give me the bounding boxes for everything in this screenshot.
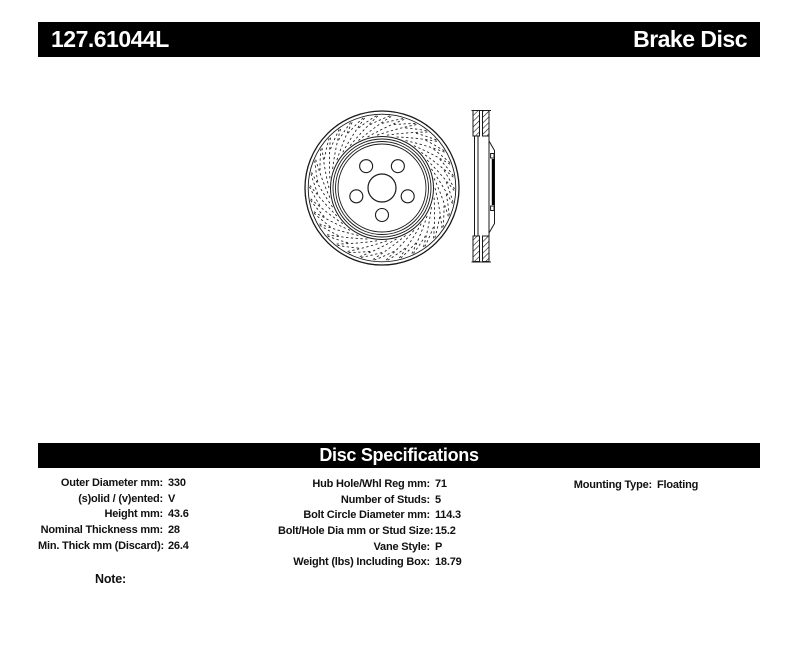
- vane-line: [414, 146, 451, 165]
- vane-line: [315, 159, 330, 198]
- vane-line: [399, 224, 422, 259]
- vane-line: [311, 171, 333, 207]
- spec-label: Hub Hole/Whl Reg mm:: [312, 477, 430, 490]
- spec-row: [278, 476, 462, 492]
- spec-value: 330: [168, 476, 186, 489]
- spec-row: [38, 475, 189, 491]
- spec-value: 43.6: [168, 508, 189, 521]
- note-label: Note:: [95, 572, 126, 586]
- vane-line: [446, 194, 449, 216]
- stud-hole: [360, 160, 373, 173]
- vane-line: [361, 253, 383, 258]
- spec-row: [38, 538, 189, 554]
- vane-line: [394, 124, 416, 125]
- section-hat-wall-shaded: [492, 159, 495, 205]
- hub-ring: [338, 144, 426, 232]
- hub-ring: [336, 142, 429, 235]
- product-type-title: Brake Disc: [633, 26, 747, 52]
- hub-ring: [331, 137, 434, 240]
- spec-row: [38, 522, 189, 538]
- spec-label: Bolt Circle Diameter mm:: [303, 509, 430, 522]
- spec-section-header: [38, 443, 760, 468]
- spec-value: P: [435, 540, 443, 553]
- vane-line: [309, 186, 320, 205]
- spec-label: Weight (lbs) Including Box:: [293, 556, 430, 569]
- vane-line: [426, 140, 445, 151]
- vane-line: [319, 225, 338, 236]
- section-hatch-top-right: [483, 111, 490, 137]
- spec-row: [278, 554, 462, 570]
- spec-row: [278, 507, 462, 523]
- vane-line: [443, 206, 444, 228]
- spec-value: 71: [435, 477, 447, 490]
- part-number: 127.61044L: [51, 26, 169, 52]
- stud-hole: [401, 190, 414, 203]
- spec-label: Number of Studs:: [340, 493, 430, 506]
- vane-line: [405, 128, 427, 131]
- vane-line: [434, 198, 435, 240]
- header-bar: [38, 22, 760, 57]
- spec-value: 5: [435, 493, 441, 506]
- vane-line: [337, 245, 359, 248]
- stud-hole: [350, 190, 363, 203]
- spec-column-right: [518, 477, 698, 493]
- spec-column-left: [38, 475, 189, 553]
- vane-line: [348, 251, 370, 252]
- spec-value: 15.2: [435, 524, 456, 537]
- vane-line: [444, 170, 455, 189]
- spec-value: Floating: [657, 478, 699, 491]
- vane-line: [315, 160, 318, 182]
- vane-line: [327, 236, 348, 243]
- vane-line: [368, 119, 406, 137]
- spec-value: 26.4: [168, 539, 189, 552]
- spec-value: 28: [168, 523, 180, 536]
- spec-label: Outer Diameter mm:: [60, 476, 163, 489]
- vane-line: [359, 239, 397, 257]
- spec-section-title: Disc Specifications: [319, 445, 479, 465]
- spec-row: [38, 491, 189, 507]
- section-hat-notch-top: [491, 154, 494, 159]
- vane-line: [416, 133, 437, 140]
- spec-label: Min. Thick mm (Discard):: [38, 539, 164, 552]
- section-hatch-bottom-left: [473, 236, 480, 262]
- spec-label: Vane Style:: [373, 540, 430, 553]
- spec-row: [278, 492, 462, 508]
- spec-column-middle: [278, 476, 462, 570]
- spec-row: [38, 506, 189, 522]
- spec-value: V: [168, 492, 176, 505]
- vane-line: [431, 169, 453, 205]
- brake-disc-cross-section: [472, 111, 495, 263]
- hub-centre-hole: [368, 174, 396, 202]
- hub-ring: [333, 139, 431, 237]
- spec-row: [278, 539, 462, 555]
- brake-disc-technical-drawing: [288, 93, 512, 282]
- vane-line: [343, 117, 366, 152]
- vane-line: [320, 148, 321, 170]
- section-hatch-bottom-right: [483, 236, 490, 262]
- spec-label: Bolt/Hole Dia mm or Stud Size:: [278, 524, 434, 537]
- vane-line: [313, 211, 350, 230]
- vane-line: [382, 119, 404, 124]
- spec-label: Mounting Type:: [573, 478, 652, 491]
- spec-value: 18.79: [435, 556, 462, 569]
- stud-hole: [391, 160, 404, 173]
- spec-label: Nominal Thickness mm:: [40, 523, 163, 536]
- stud-hole: [376, 209, 389, 222]
- section-hat-notch-bottom: [491, 206, 494, 211]
- spec-row: [278, 523, 462, 539]
- spec-value: 114.3: [435, 509, 461, 522]
- vane-line: [329, 137, 330, 179]
- spec-label: Height mm:: [104, 508, 163, 521]
- section-hatch-top-left: [473, 111, 480, 137]
- brake-disc-front-view: [305, 111, 459, 265]
- spec-label: (s)olid / (v)ented:: [78, 492, 163, 505]
- vane-line: [434, 178, 449, 217]
- disc-outer-edge: [305, 111, 459, 265]
- spec-row: [518, 477, 698, 493]
